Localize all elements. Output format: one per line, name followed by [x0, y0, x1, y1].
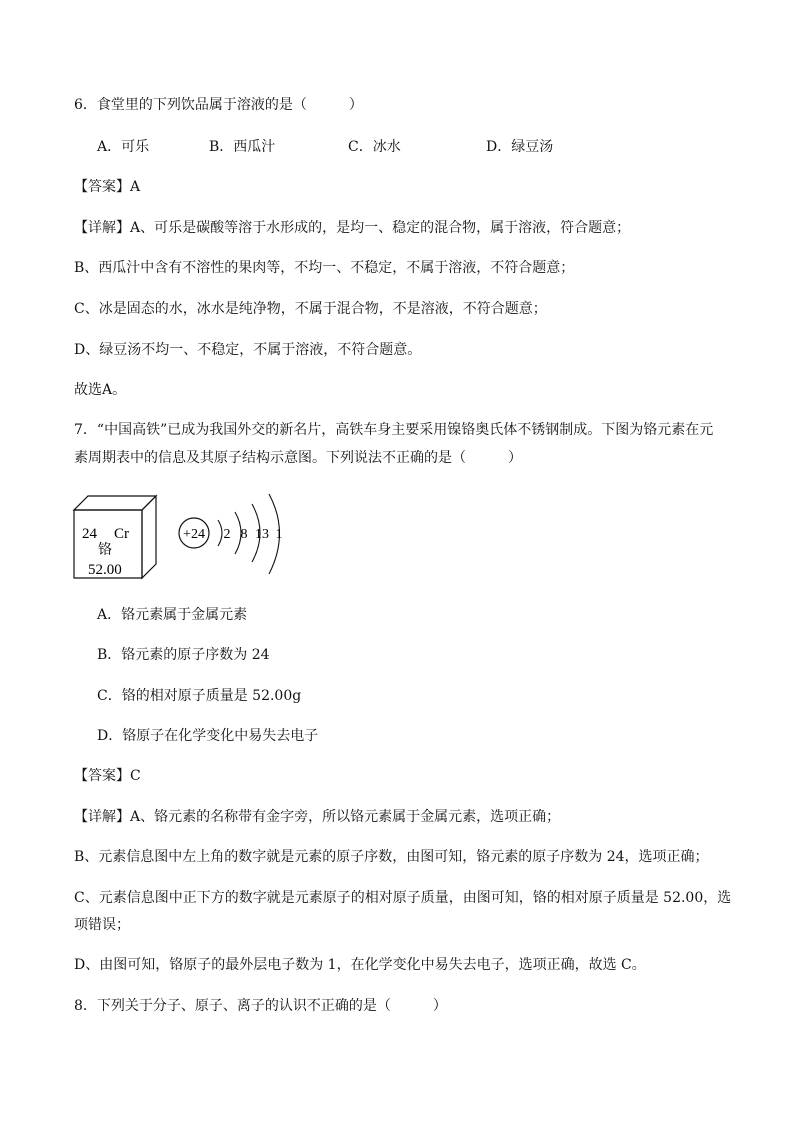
chromium-figure — [72, 488, 292, 588]
q6-option-b: B．西瓜汁 — [209, 139, 276, 155]
shell-2-electrons: 8 — [240, 527, 248, 542]
shell-4-electrons: 1 — [275, 527, 283, 542]
shell-1-electrons: 2 — [223, 527, 231, 542]
q6-option-a: A．可乐 — [97, 139, 150, 155]
q6-explain-2: B、西瓜汁中含有不溶性的果肉等，不均一、不稳定，不属于溶液，不符合题意； — [74, 260, 575, 276]
shell-3-electrons: 13 — [255, 527, 269, 542]
q7-option-b: B．铬元素的原子序数为 24 — [97, 647, 270, 663]
q6-answer: 【答案】A — [74, 179, 141, 195]
q6-stem: 6．食堂里的下列饮品属于溶液的是（ ） — [74, 97, 363, 113]
q7-option-a: A．铬元素属于金属元素 — [97, 607, 248, 623]
q7-explain-3: C、元素信息图中正下方的数字就是元素原子的相对原子质量，由图可知，铬的相对原子质量是 52.00，选 — [74, 890, 732, 906]
q7-stem-line-1: 7．“中国高铁”已成为我国外交的新名片，高铁车身主要采用镍铬奥氏体不锈钢制成。下图为铬元素在元 — [74, 422, 714, 438]
atom-structure-diagram — [179, 494, 283, 574]
q6-option-d: D．绿豆汤 — [486, 139, 554, 155]
q6-explain-3: C、冰是固态的水，冰水是纯净物，不属于混合物，不是溶液，不符合题意； — [74, 301, 547, 317]
q8-stem: 8．下列关于分子、原子、离子的认识不正确的是（ ） — [74, 998, 447, 1014]
q7-explain-1: 【详解】A、铬元素的名称带有金字旁，所以铬元素属于金属元素，选项正确； — [74, 809, 561, 825]
nucleus-charge: +24 — [183, 527, 205, 542]
q6-explain-1: 【详解】A、可乐是碳酸等溶于水形成的，是均一、稳定的混合物，属于溶液，符合题意； — [74, 220, 631, 236]
q7-stem-line-2: 素周期表中的信息及其原子结构示意图。下列说法不正确的是（ ） — [74, 450, 522, 466]
q7-option-c: C．铬的相对原子质量是 52.00g — [97, 688, 302, 704]
q6-option-c: C．冰水 — [348, 139, 401, 155]
element-atomic-number: 24 — [82, 526, 97, 542]
element-symbol: Cr — [114, 526, 129, 542]
q7-explain-2: B、元素信息图中左上角的数字就是元素的原子序数，由图可知，铬元素的原子序数为 24，选项正确； — [74, 849, 709, 865]
q7-answer: 【答案】C — [74, 768, 141, 784]
q7-option-d: D．铬原子在化学变化中易失去电子 — [97, 728, 319, 744]
q6-explain-4: D、绿豆汤不均一、不稳定，不属于溶液，不符合题意。 — [74, 342, 422, 358]
element-name: 铬 — [98, 543, 112, 558]
q6-conclusion: 故选A。 — [74, 382, 127, 398]
element-mass: 52.00 — [88, 562, 122, 578]
q7-explain-3-cont: 项错误； — [74, 917, 130, 933]
q7-explain-4: D、由图可知，铬原子的最外层电子数为 1，在化学变化中易失去电子，选项正确，故选 C。 — [74, 957, 646, 973]
